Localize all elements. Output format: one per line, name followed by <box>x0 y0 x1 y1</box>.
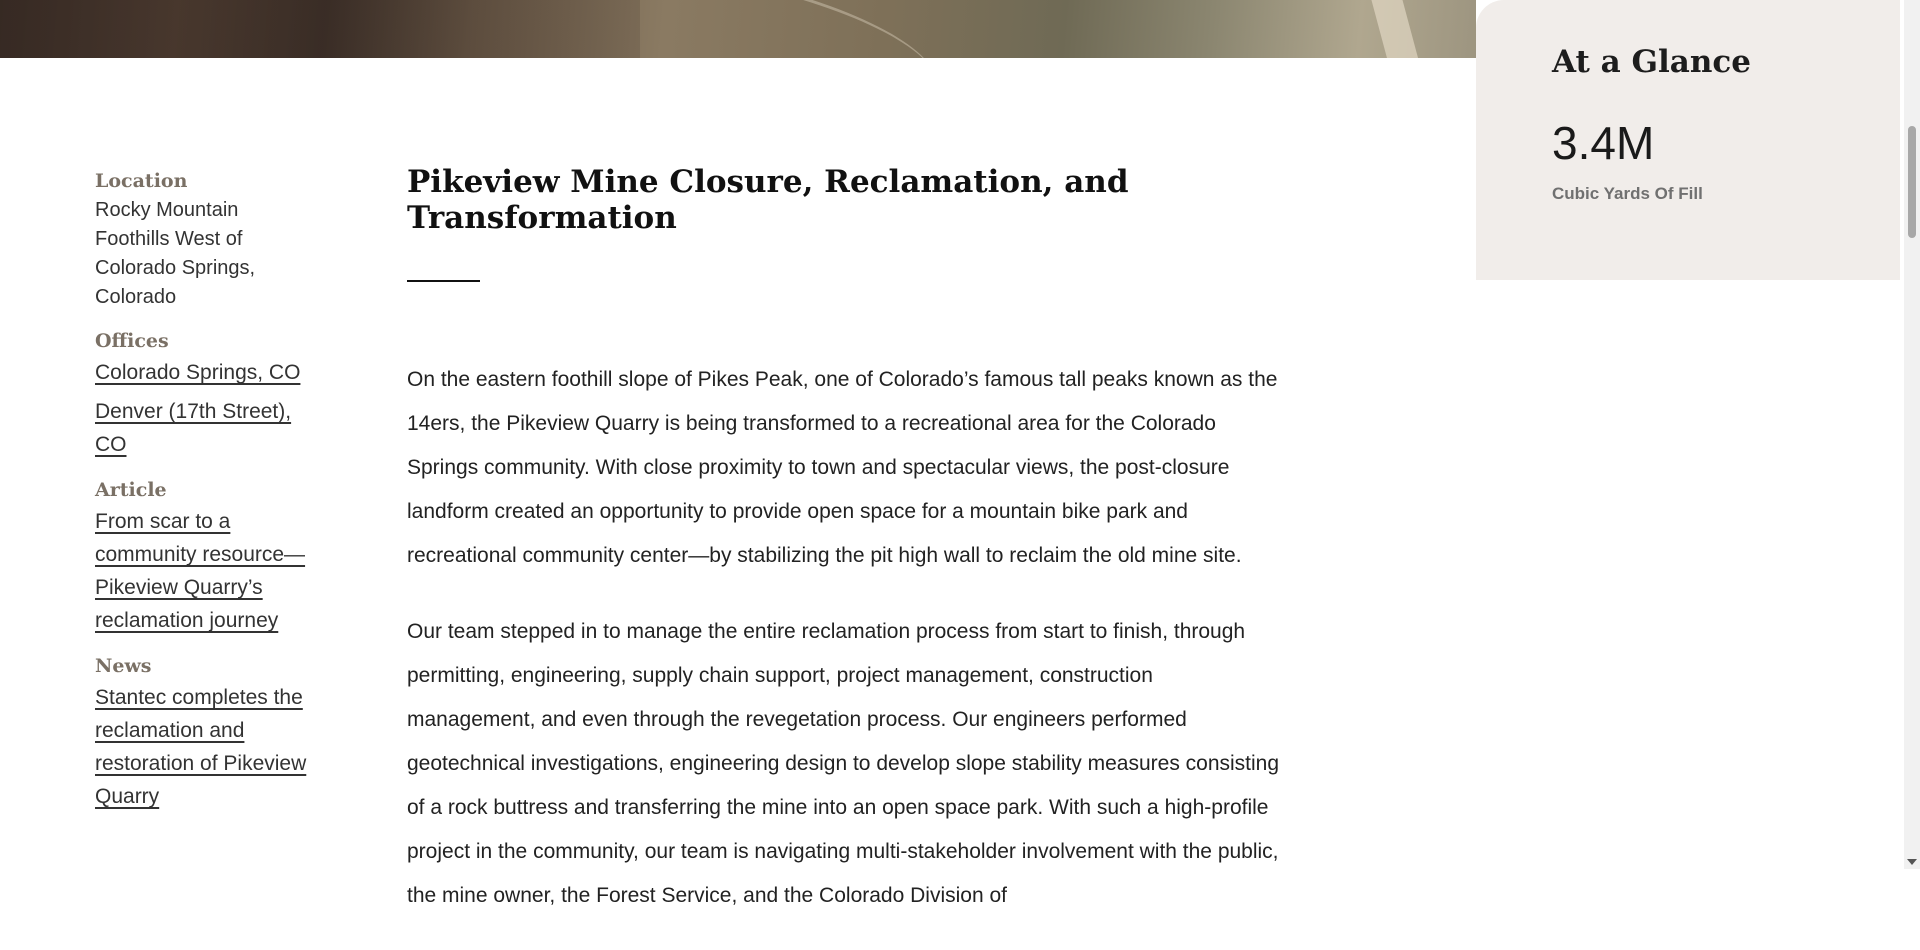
body-paragraph-2: Our team stepped in to manage the entire reclamation process from start to finish, through permitting, engineering, supply chain support, project management, construction management, and even through the revegetation process. Our engineers performed geotechnical investigations, engineering design to develop slope stability measures consisting of a rock buttress and transferring the mine into an open space park. With such a high-profile project in the community, our team is navigating multi-stakeholder involvement with the public, the mine owner, the Forest Service, and the Colorado Division of <box>407 620 1280 907</box>
hero-trail <box>1365 0 1425 58</box>
at-a-glance-panel <box>1476 0 1900 280</box>
news-group <box>95 655 315 813</box>
glance-title: At a Glance <box>1552 44 1751 80</box>
page-scrollbar[interactable] <box>1904 0 1920 869</box>
location-label: Location <box>95 170 188 192</box>
project-meta-sidebar <box>95 170 315 831</box>
offices-group <box>95 330 315 461</box>
body-paragraph-1: On the eastern foothill slope of Pikes Peak, one of Colorado’s famous tall peaks known as the 14ers, the Pikeview Quarry is being transformed to a recreational area for the Colorado Springs community. With close proximity to town and spectacular views, the post-closure landform created an opportunity to provide open space for a mountain bike park and recreational community center—by stabilizing the pit high wall to reclaim the old mine site. <box>407 368 1278 567</box>
scroll-down-arrow-icon[interactable] <box>1907 859 1917 865</box>
hero-image <box>0 0 1476 58</box>
title-divider <box>407 280 480 282</box>
news-label: News <box>95 655 152 677</box>
office-link-denver[interactable]: Denver (17th Street), CO <box>95 400 292 456</box>
project-content <box>407 164 1287 950</box>
article-link[interactable]: From scar to a community resource—Pikeview Quarry’s reclamation journey <box>95 510 306 632</box>
location-value: Rocky Mountain Foothills West of Colorado Springs, Colorado <box>95 199 256 308</box>
location-group <box>95 170 315 312</box>
article-group <box>95 479 315 637</box>
glance-stat-value: 3.4M <box>1552 117 1655 169</box>
news-link[interactable]: Stantec completes the reclamation and restoration of Pikeview Quarry <box>95 686 307 808</box>
scrollbar-thumb[interactable] <box>1908 126 1916 238</box>
page-title: Pikeview Mine Closure, Reclamation, and Transformation <box>407 164 1129 236</box>
office-link-colorado-springs[interactable]: Colorado Springs, CO <box>95 361 301 384</box>
hero-road <box>512 0 948 58</box>
offices-label: Offices <box>95 330 169 352</box>
article-label: Article <box>95 479 167 501</box>
glance-stat-label: Cubic Yards Of Fill <box>1552 184 1703 203</box>
